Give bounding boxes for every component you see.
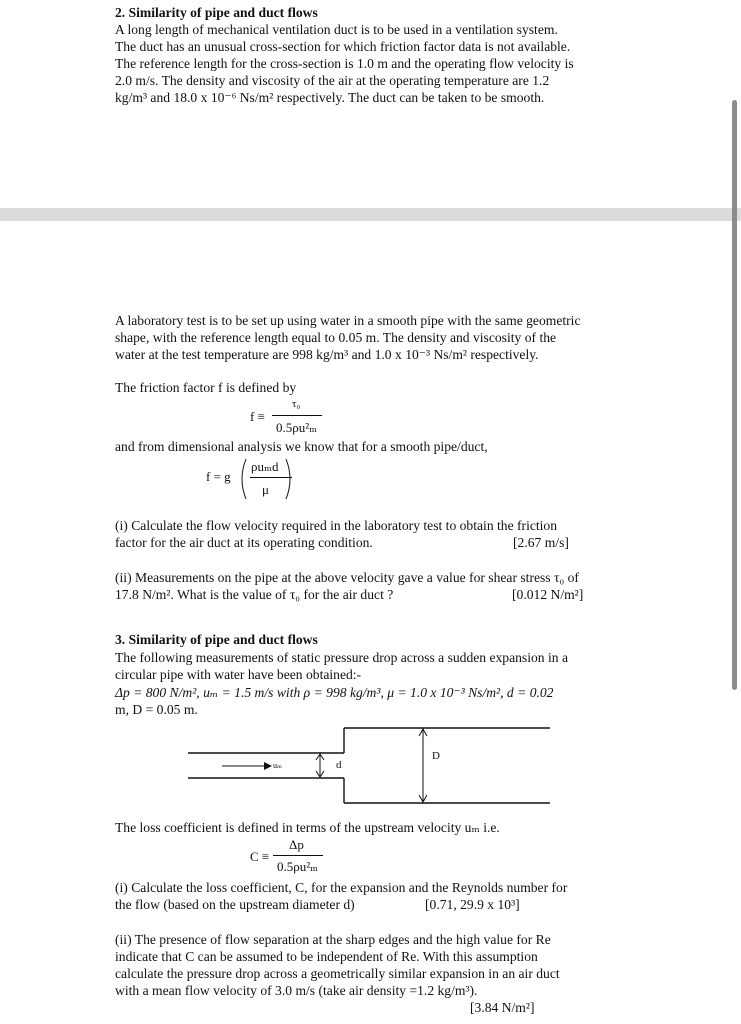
q2-intro-line: The reference length for the cross-section is 1.0 m and the operating flow velocity is bbox=[115, 56, 574, 71]
q2-heading: 2. Similarity of pipe and duct flows bbox=[115, 5, 318, 20]
g-equation-lhs: f = g bbox=[206, 469, 231, 484]
f-fraction-bar bbox=[272, 415, 322, 416]
f-equation-numerator: τ₀ bbox=[292, 398, 301, 410]
q2-part-ii-line: 17.8 N/m². What is the value of τ₀ for the air duct ? bbox=[115, 587, 394, 602]
g-equation-denominator: μ bbox=[262, 482, 269, 497]
q3-heading: 3. Similarity of pipe and duct flows bbox=[115, 632, 318, 647]
q2-intro-line: A long length of mechanical ventilation duct is to be used in a ventilation system. bbox=[115, 22, 558, 37]
q3-intro-line: circular pipe with water have been obtained:- bbox=[115, 667, 362, 682]
diagram-label-d: d bbox=[336, 759, 342, 771]
q2-intro-line: The duct has an unusual cross-section for which friction factor data is not available. bbox=[115, 39, 571, 54]
q2-part-ii-answer: [0.012 N/m²] bbox=[512, 587, 584, 602]
q3-part-i-line: (i) Calculate the loss coefficient, C, for the expansion and the Reynolds number for bbox=[115, 880, 568, 895]
q3-values-line: m, D = 0.05 m. bbox=[115, 702, 198, 717]
q2-intro-line: kg/m³ and 18.0 x 10⁻⁶ Ns/m² respectively. The duct can be taken to be smooth. bbox=[115, 90, 545, 105]
q2-intro-line: 2.0 m/s. The density and viscosity of the air at the operating temperature are 1.2 bbox=[115, 73, 550, 88]
q2-part-i-line: factor for the air duct at its operating condition. bbox=[115, 535, 373, 550]
f-equation-lhs: f ≡ bbox=[250, 409, 265, 424]
dimensional-analysis-text: and from dimensional analysis we know that for a smooth pipe/duct, bbox=[115, 439, 488, 454]
q3-part-ii-answer: [3.84 N/m²] bbox=[470, 1000, 535, 1015]
q2-part-i-line: (i) Calculate the flow velocity required in the laboratory test to obtain the friction bbox=[115, 518, 558, 533]
q3-part-ii-line: calculate the pressure drop across a geometrically similar expansion in an air duct bbox=[115, 966, 560, 981]
q3-part-ii-line: (ii) The presence of flow separation at the sharp edges and the high value for Re bbox=[115, 932, 551, 947]
q3-part-ii-line: with a mean flow velocity of 3.0 m/s (take air density =1.2 kg/m³). bbox=[115, 983, 478, 998]
q3-intro-line: The following measurements of static pressure drop across a sudden expansion in a bbox=[115, 650, 569, 665]
q3-part-i-line: the flow (based on the upstream diameter d) bbox=[115, 897, 355, 912]
q3-values-line: Δp = 800 N/m², uₘ = 1.5 m/s with ρ = 998 kg/m³, μ = 1.0 x 10⁻³ Ns/m², d = 0.02 bbox=[115, 685, 554, 700]
sudden-expansion-diagram bbox=[180, 724, 560, 814]
c-fraction-bar bbox=[273, 855, 323, 856]
g-fraction-bar bbox=[250, 477, 292, 478]
q3-part-i-answer: [0.71, 29.9 x 10³] bbox=[425, 897, 520, 912]
vertical-scrollbar[interactable] bbox=[732, 100, 737, 690]
c-equation-numerator: Δp bbox=[289, 837, 304, 852]
page-1 bbox=[0, 0, 741, 208]
page-2 bbox=[0, 221, 741, 1024]
c-equation-denominator: 0.5ρu²ₘ bbox=[277, 859, 319, 874]
f-equation-denominator: 0.5ρu²ₘ bbox=[276, 420, 318, 435]
q3-part-ii-line: indicate that C can be assumed to be independent of Re. With this assumption bbox=[115, 949, 538, 964]
loss-coefficient-definition: The loss coefficient is defined in terms of the upstream velocity uₘ i.e. bbox=[115, 820, 500, 835]
q2-lab-line: shape, with the reference length equal to 0.05 m. The density and viscosity of the bbox=[115, 330, 557, 345]
friction-definition: The friction factor f is defined by bbox=[115, 380, 297, 395]
diagram-label-D: D bbox=[432, 750, 440, 762]
q2-part-i-answer: [2.67 m/s] bbox=[513, 535, 569, 550]
q2-part-ii-line: (ii) Measurements on the pipe at the above velocity gave a value for shear stress τ₀ of bbox=[115, 570, 579, 585]
c-equation-lhs: C ≡ bbox=[250, 849, 270, 864]
q2-lab-line: A laboratory test is to be set up using water in a smooth pipe with the same geometric bbox=[115, 313, 581, 328]
q2-lab-line: water at the test temperature are 998 kg/m³ and 1.0 x 10⁻³ Ns/m² respectively. bbox=[115, 347, 539, 362]
diagram-label-um: uₘ bbox=[273, 761, 282, 770]
g-equation-numerator: ρuₘd bbox=[251, 459, 279, 474]
